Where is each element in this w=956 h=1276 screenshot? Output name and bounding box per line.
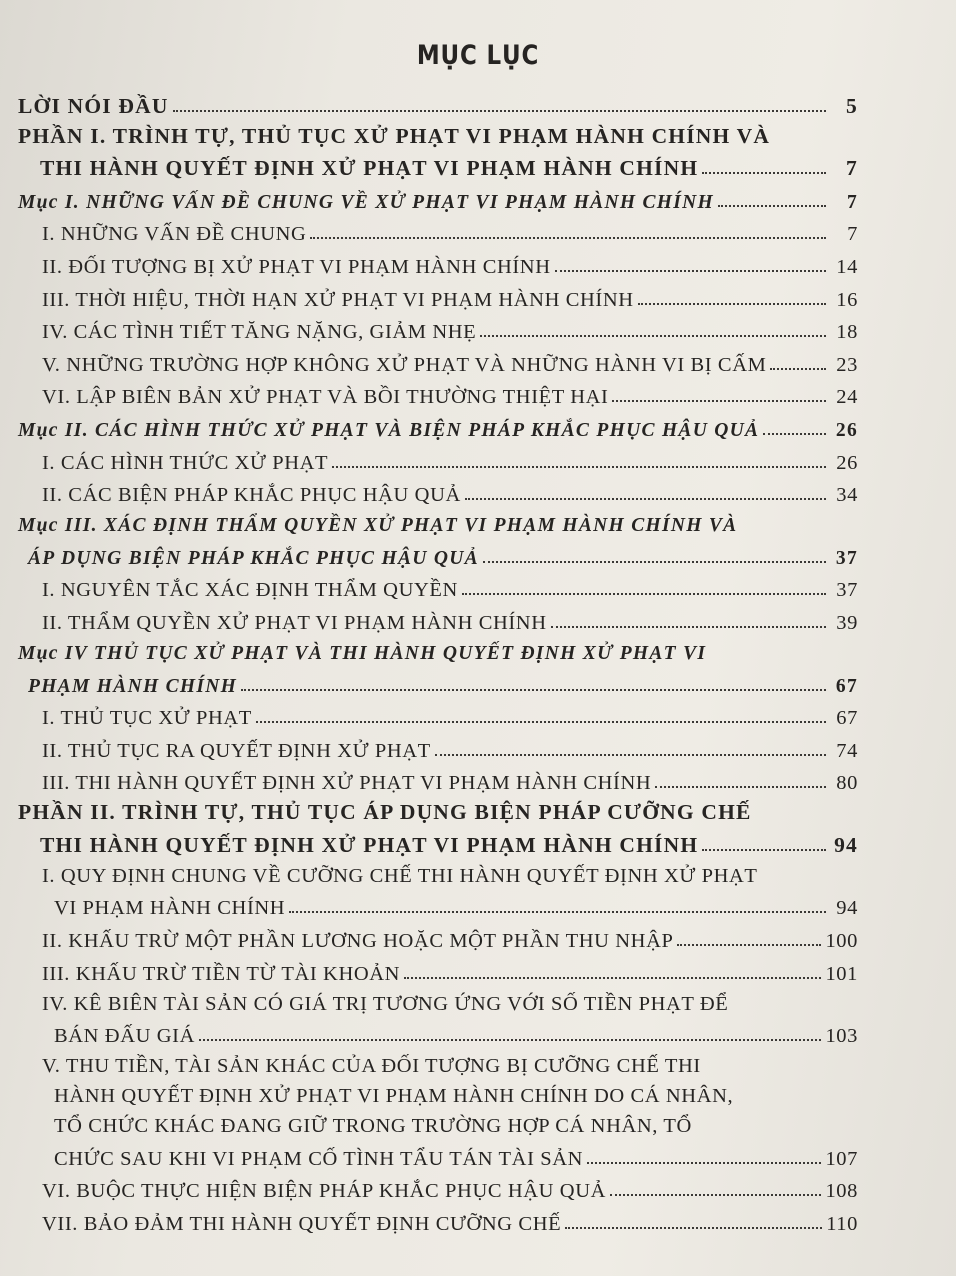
toc-entry-text: II. CÁC BIỆN PHÁP KHẮC PHỤC HẬU QUẢ xyxy=(42,484,461,507)
toc-entry-text: Mục I. NHỮNG VẤN ĐỀ CHUNG VỀ XỬ PHẠT VI PHẠM HÀNH CHÍNH xyxy=(18,191,715,213)
toc-entry-text: THI HÀNH QUYẾT ĐỊNH XỬ PHẠT VI PHẠM HÀNH CHÍNH xyxy=(40,832,699,857)
toc-page-number: 16 xyxy=(836,288,858,311)
toc-leader xyxy=(763,433,826,435)
toc-entry-text: III. THỜI HIỆU, THỜI HẠN XỬ PHẠT VI PHẠM HÀNH CHÍNH xyxy=(42,288,634,311)
table-of-contents xyxy=(18,86,858,1236)
toc-entry xyxy=(18,763,858,796)
toc-entry xyxy=(18,537,858,570)
toc-entry xyxy=(18,730,858,763)
toc-entry xyxy=(18,246,858,279)
toc-entry-text: I. NHỮNG VẤN ĐỀ CHUNG xyxy=(42,223,307,246)
toc-entry-line xyxy=(18,119,858,149)
toc-entry-line xyxy=(18,1048,858,1078)
toc-page-number: 34 xyxy=(836,484,858,507)
toc-entry-text: TỔ CHỨC KHÁC ĐANG GIỮ TRONG TRƯỜNG HỢP CÁ NHÂN, TỔ xyxy=(54,1115,692,1138)
toc-entry xyxy=(18,1171,858,1204)
toc-entry-text: I. THỦ TỤC XỬ PHẠT xyxy=(42,707,252,730)
toc-page-number: 108 xyxy=(825,1180,858,1203)
toc-entry-text: I. QUY ĐỊNH CHUNG VỀ CƯỠNG CHẾ THI HÀNH QUYẾT ĐỊNH XỬ PHẠT xyxy=(42,864,758,887)
toc-entry-text: Mục II. CÁC HÌNH THỨC XỬ PHẠT VÀ BIỆN PHÁP KHẮC PHỤC HẬU QUẢ xyxy=(18,419,760,441)
toc-page-number: 7 xyxy=(846,156,858,181)
toc-entry-line xyxy=(18,1078,858,1108)
toc-entry xyxy=(18,149,858,182)
toc-entry-text: II. ĐỐI TƯỢNG BỊ XỬ PHẠT VI PHẠM HÀNH CHÍNH xyxy=(42,255,551,278)
toc-leader xyxy=(702,849,826,851)
toc-entry xyxy=(18,344,858,377)
toc-entry-text: V. NHỮNG TRƯỜNG HỢP KHÔNG XỬ PHẠT VÀ NHỮNG HÀNH VI BỊ CẤM xyxy=(42,353,767,376)
toc-entry-text: Mục IV THỦ TỤC XỬ PHẠT VÀ THI HÀNH QUYẾT ĐỊNH XỬ PHẠT VI xyxy=(18,642,707,664)
toc-leader xyxy=(241,689,826,691)
toc-entry-text: LỜI NÓI ĐẦU xyxy=(18,93,169,118)
toc-page-number: 39 xyxy=(836,611,858,634)
toc-leader xyxy=(483,561,826,563)
toc-page-number: 101 xyxy=(825,962,858,985)
toc-leader xyxy=(718,205,826,207)
toc-leader xyxy=(655,786,826,788)
toc-page-number: 80 xyxy=(836,772,858,795)
toc-page-number: 110 xyxy=(826,1213,858,1236)
toc-entry xyxy=(18,665,858,698)
toc-entry-text: BÁN ĐẤU GIÁ xyxy=(54,1025,195,1048)
page-title: MỤC LỤC xyxy=(416,40,540,71)
toc-page-number: 94 xyxy=(836,897,858,920)
toc-entry-text: IV. CÁC TÌNH TIẾT TĂNG NẶNG, GIẢM NHẸ xyxy=(42,321,477,344)
toc-entry-line xyxy=(18,858,858,888)
toc-entry xyxy=(18,1138,858,1171)
toc-leader xyxy=(199,1039,821,1041)
toc-leader xyxy=(310,237,826,239)
toc-entry-text: II. THỦ TỤC RA QUYẾT ĐỊNH XỬ PHẠT xyxy=(42,739,431,762)
toc-page-number: 100 xyxy=(825,930,858,953)
toc-entry-line xyxy=(18,1108,858,1138)
toc-entry-text: III. KHẤU TRỪ TIỀN TỪ TÀI KHOẢN xyxy=(42,962,401,985)
toc-leader xyxy=(256,721,826,723)
toc-leader xyxy=(612,400,826,402)
toc-leader xyxy=(551,626,826,628)
toc-entry-text: THI HÀNH QUYẾT ĐỊNH XỬ PHẠT VI PHẠM HÀNH CHÍNH xyxy=(40,156,699,181)
toc-entry-text: HÀNH QUYẾT ĐỊNH XỬ PHẠT VI PHẠM HÀNH CHÍNH DO CÁ NHÂN, xyxy=(54,1085,734,1108)
toc-page-number: 7 xyxy=(847,223,858,246)
toc-leader xyxy=(289,911,826,913)
toc-entry-text: PHẦN I. TRÌNH TỰ, THỦ TỤC XỬ PHẠT VI PHẠM HÀNH CHÍNH VÀ xyxy=(18,123,771,148)
toc-entry-line xyxy=(18,635,858,665)
toc-page-number: 23 xyxy=(836,353,858,376)
toc-leader xyxy=(610,1194,821,1196)
toc-page-number: 94 xyxy=(834,832,858,857)
toc-page-number: 18 xyxy=(836,321,858,344)
toc-entry-text: Mục III. XÁC ĐỊNH THẨM QUYỀN XỬ PHẠT VI PHẠM HÀNH CHÍNH VÀ xyxy=(18,515,738,537)
toc-entry xyxy=(18,214,858,247)
toc-entry-line xyxy=(18,507,858,537)
toc-leader xyxy=(565,1227,822,1229)
toc-entry xyxy=(18,888,858,921)
toc-page-number: 5 xyxy=(846,93,858,118)
toc-entry xyxy=(18,475,858,508)
toc-leader xyxy=(404,977,821,979)
toc-entry-text: VI PHẠM HÀNH CHÍNH xyxy=(54,897,286,920)
toc-entry-line xyxy=(18,986,858,1016)
toc-page-number: 74 xyxy=(836,739,858,762)
toc-leader xyxy=(677,944,821,946)
toc-entry xyxy=(18,602,858,635)
toc-page-number: 26 xyxy=(836,451,858,474)
toc-page-number: 14 xyxy=(836,255,858,278)
toc-entry xyxy=(18,181,858,214)
toc-leader xyxy=(587,1162,821,1164)
toc-leader xyxy=(555,270,826,272)
toc-entry xyxy=(18,312,858,345)
toc-page-number: 67 xyxy=(835,675,858,697)
toc-entry xyxy=(18,825,858,858)
toc-entry-text: ÁP DỤNG BIỆN PHÁP KHẮC PHỤC HẬU QUẢ xyxy=(28,547,479,569)
toc-entry xyxy=(18,442,858,475)
toc-page-number: 7 xyxy=(846,191,858,213)
toc-entry-text: I. CÁC HÌNH THỨC XỬ PHẠT xyxy=(42,451,329,474)
toc-page-number: 67 xyxy=(836,707,858,730)
toc-entry-text: PHẦN II. TRÌNH TỰ, THỦ TỤC ÁP DỤNG BIỆN PHÁP CƯỠNG CHẾ xyxy=(18,800,752,825)
toc-entry xyxy=(18,279,858,312)
toc-leader xyxy=(435,754,826,756)
toc-entry xyxy=(18,1203,858,1236)
toc-leader xyxy=(702,172,826,174)
toc-entry-text: VII. BẢO ĐẢM THI HÀNH QUYẾT ĐỊNH CƯỠNG CHẾ xyxy=(42,1213,562,1236)
toc-leader xyxy=(462,593,826,595)
toc-entry-text: II. THẨM QUYỀN XỬ PHẠT VI PHẠM HÀNH CHÍNH xyxy=(42,611,547,634)
toc-entry xyxy=(18,698,858,731)
toc-entry-line xyxy=(18,795,858,825)
toc-page-number: 37 xyxy=(835,547,858,569)
toc-leader xyxy=(173,110,826,112)
toc-entry xyxy=(18,409,858,442)
toc-entry-text: II. KHẤU TRỪ MỘT PHẦN LƯƠNG HOẶC MỘT PHẦN THU NHẬP xyxy=(42,930,674,953)
toc-entry-text: PHẠM HÀNH CHÍNH xyxy=(28,675,238,697)
toc-page-number: 103 xyxy=(825,1025,858,1048)
toc-leader xyxy=(332,466,826,468)
toc-entry xyxy=(18,377,858,410)
toc-entry-text: I. NGUYÊN TẮC XÁC ĐỊNH THẨM QUYỀN xyxy=(42,579,458,602)
toc-entry xyxy=(18,920,858,953)
toc-page-number: 24 xyxy=(836,386,858,409)
toc-entry-text: CHỨC SAU KHI VI PHẠM CỐ TÌNH TẨU TÁN TÀI SẢN xyxy=(54,1147,584,1170)
toc-entry xyxy=(18,570,858,603)
toc-page-number: 37 xyxy=(836,579,858,602)
toc-entry xyxy=(18,953,858,986)
toc-entry-text: IV. KÊ BIÊN TÀI SẢN CÓ GIÁ TRỊ TƯƠNG ỨNG VỚI SỐ TIỀN PHẠT ĐỂ xyxy=(42,992,729,1015)
toc-page-number: 26 xyxy=(835,419,858,441)
toc-leader xyxy=(638,303,826,305)
toc-leader xyxy=(770,368,826,370)
toc-entry-text: VI. LẬP BIÊN BẢN XỬ PHẠT VÀ BỒI THƯỜNG THIỆT HẠI xyxy=(42,386,609,409)
toc-entry-text: V. THU TIỀN, TÀI SẢN KHÁC CỦA ĐỐI TƯỢNG BỊ CƯỠNG CHẾ THI xyxy=(42,1055,701,1078)
toc-page-number: 107 xyxy=(825,1147,858,1170)
toc-leader xyxy=(465,498,826,500)
toc-entry-text: III. THI HÀNH QUYẾT ĐỊNH XỬ PHẠT VI PHẠM HÀNH CHÍNH xyxy=(42,772,652,795)
toc-entry xyxy=(18,86,858,119)
toc-entry xyxy=(18,1016,858,1049)
toc-entry-text: VI. BUỘC THỰC HIỆN BIỆN PHÁP KHẮC PHỤC HẬU QUẢ xyxy=(42,1180,607,1203)
toc-leader xyxy=(480,335,826,337)
